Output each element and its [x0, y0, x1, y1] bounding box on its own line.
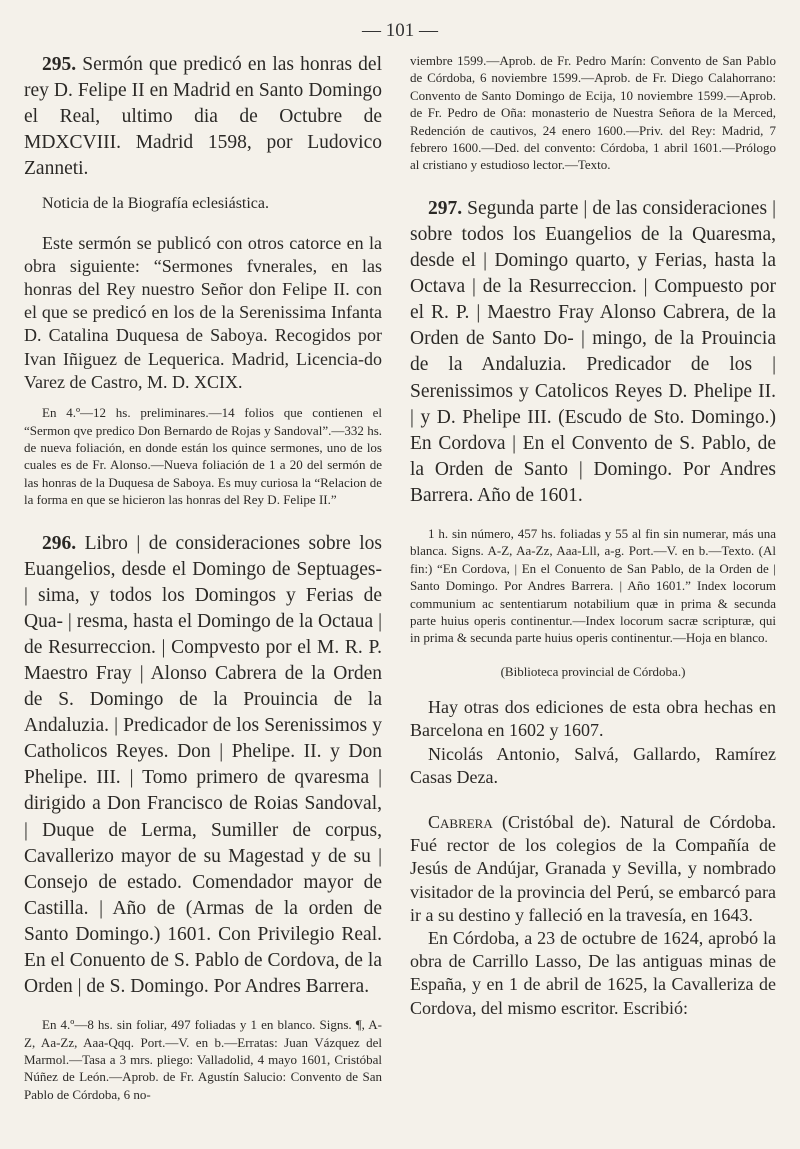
entry-297-title: 297. Segunda parte | de las consideraciones | sobre todos los Euangelios de la Quaresma, desde el | Domingo quarto, y Ferias, hasta la Octava | de la Resurreccion. | Compuesto por el R. P. | Maestro Fray Alonso Cabrera, de la Orden de Santo Do- | mingo, de la Prouincia de la Andaluzia. Predicador de los | Serenissimos y Catolicos Reyes D. Phelipe II. | y D. Phelipe III. (Escudo de Sto. Domingo.) En Cordova | En el Convento de S. Pablo, de la Orden de Santo | Domingo. Por Andres Barrera. Año de 1601.	[410, 197, 776, 506]
entry-295-body: Este sermón se publicó con otros catorce en la obra siguiente: “Sermones fvnerales, en las honras del Rey nuestro Señor don Felipe II. con el que se predicó en los de la Serenissima Infanta D. Catalina Duquesa de Saboya. Recogidos por Ivan Iñiguez de Lequerica. Madrid, Licencia-do Varez de Castro, M. D. XCIX.	[24, 232, 382, 392]
cabrera-cristobal-more: En Córdoba, a 23 de octubre de 1624, aprobó la obra de Carrillo Lasso, De las antiguas minas de España, y en 1 de abril de 1625, la Cavalleriza de Cordova, del mismo escritor. Escribió:	[410, 928, 776, 1018]
entry-297-references: Nicolás Antonio, Salvá, Gallardo, Ramírez Casas Deza.	[410, 743, 776, 787]
author-name: Cabrera	[428, 812, 493, 833]
entry-297-library: (Biblioteca provincial de Córdoba.)	[500, 663, 686, 679]
cabrera-cristobal-entry: Cabrera (Cristóbal de). Natural de Córdoba. Fué rector de los colegios de la Compañía de Jesús de Andújar, Granada y Sevilla, y nombrado visitador de la provincia del Perú, se embarcó para ir a su destino y falleció en la travesía, en 1643.	[410, 812, 776, 925]
entry-296-note-continued: viembre 1599.—Aprob. de Fr. Pedro Marín: Convento de San Pablo de Córdoba, 6 noviembre 1599.—Aprob. de Fr. Diego Calahorrano: Convento de Santo Domingo de Ecija, 10 noviembre 1599.—Aprob. de Fr. Pedro de Oña: monasterio de Nuestra Señora de la Merced, Redención de cautivos, 24 enero 1600.—Priv. del Rey: Madrid, 7 febrero 1600.—Ded. del convento: Córdoba, 1 abril 1601.—Prólogo al cristiano y estudioso lector.—Texto.	[410, 53, 776, 173]
entry-297-number: 297.	[428, 197, 463, 219]
page-number: — 101 —	[362, 20, 438, 41]
entry-296-title: 296. Libro | de consideraciones sobre los Euangelios, desde el Domingo de Septuages- | sima, y todos los Domingos y Ferias de Qua- | resma, hasta el Domingo de la Octaua | de Resurreccion. | Compvesto por el M. R. P. Maestro Fray | Alonso Cabrera de la Orden de S. Domingo de la Prouincia de la Andaluzia. | Predicador de los Serenissimos y Catholicos Reyes. Don | Phelipe. II. y Don Phelipe. III. | Tomo primero de qvaresma | dirigido a Don Francisco de Roias Sandoval, | Duque de Lerma, Sumiller de corpus, Cavallerizo mayor de su Magestad y de su | Consejo de estado. Comendador mayor de Castilla. | Año de (Armas de la orden de Santo Domingo.) 1601. Con Privilegio Real. En el Conuento de S. Pablo de Cordova, de la Orden | de S. Domingo. Por Andres Barrera.	[24, 532, 382, 998]
right-column	[410, 52, 776, 1020]
entry-296-note: En 4.º—8 hs. sin foliar, 497 foliadas y 1 en blanco. Signs. ¶, A-Z, Aa-Zz, Aaa-Qqq. Port.—V. en b.—Erratas: Juan Vázquez del Marmol.—Tasa a 3 mrs. pliego: Valladolid, 4 mayo 1601, Cristóbal Núñez de León.—Aprob. de Fr. Agustín Salucio: Convento de San Pablo de Córdoba, 6 no-	[24, 1017, 382, 1102]
entry-295-source: Noticia de la Biografía eclesiástica.	[42, 195, 270, 213]
entry-295-number: 295.	[42, 54, 77, 75]
entry-296-number: 296.	[42, 532, 77, 554]
entry-295-title: 295. Sermón que predicó en las honras del rey D. Felipe II en Madrid en Santo Domingo el Real, ultimo dia de Octubre de MDXCVIII. Madrid 1598, por Ludovico Zanneti.	[24, 54, 383, 180]
entry-297-note: 1 h. sin número, 457 hs. foliadas y 55 al fin sin numerar, más una blanca. Signs. A-Z, Aa-Zz, Aaa-Lll, a-g. Port.—V. en b.—Texto. (Al fin:) “En Cordova, | En el Conuento de San Pablo, de la Orden de | Santo Domingo. Por Andres Barrera. | Año 1601.” Index locorum communium ac sententiarum notabilium quæ in prima & secunda parte huius operis continentur.—Index locorum sacræ scripturæ, qui in prima & secunda parte huius operis continentur.—Hoja en blanco.	[410, 525, 776, 646]
entry-295-note: En 4.º—12 hs. preliminares.—14 folios que contienen el “Sermon qve predico Don Bernardo de Rojas y Sandoval”.—332 hs. de nueva foliación, en donde están los quince sermones, uno de los cuales es de Fr. Alonso.—Nueva foliación de 1 a 20 del sermón de las honras de la Duquesa de Saboya. Es muy curiosa la “Relacion de la forma en que se hicieron las honras del Rey D. Felipe II.”	[24, 405, 382, 508]
entry-297-editions: Hay otras dos ediciones de esta obra hechas en Barcelona en 1602 y 1607.	[410, 697, 776, 741]
left-column	[24, 52, 382, 1103]
